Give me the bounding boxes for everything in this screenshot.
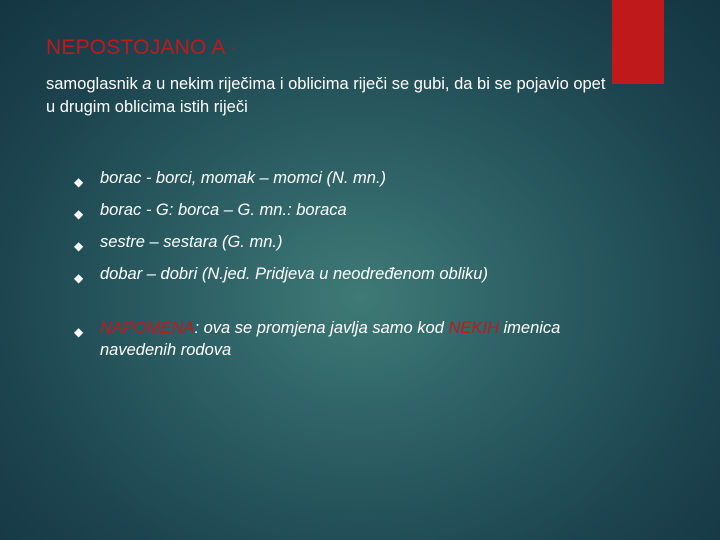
- title-text: NEPOSTOJANO A: [46, 36, 226, 59]
- subtitle: [46, 73, 606, 119]
- bullet-item: [72, 263, 632, 285]
- note-item: [72, 317, 632, 361]
- slide-title: [46, 36, 235, 60]
- bullet-text: dobar – dobri (N.jed. Pridjeva u neodređenom obliku): [100, 265, 488, 283]
- bullet-item: [72, 167, 632, 189]
- note-text-1: : ova se promjena javlja samo kod: [194, 319, 449, 337]
- accent-bar: [612, 0, 664, 84]
- bullet-text: sestre – sestara (G. mn.): [100, 233, 283, 251]
- bullet-text: borac - G: borca – G. mn.: boraca: [100, 201, 347, 219]
- diamond-bullet-icon: ◆: [74, 207, 84, 221]
- note-label: NAPOMENA: [100, 319, 195, 337]
- bullet-item: [72, 231, 632, 253]
- bullet-list: [72, 164, 632, 361]
- diamond-bullet-icon: ◆: [74, 175, 84, 189]
- subtitle-part-2: u nekim riječima i oblicima riječi se gubi, da bi se pojavio opet u drugim oblicima istih riječi: [46, 75, 606, 116]
- note-text-2: imenica navedenih rodova: [100, 319, 561, 359]
- bullet-item: [72, 199, 632, 221]
- diamond-bullet-icon: ◆: [74, 239, 84, 253]
- diamond-bullet-icon: ◆: [74, 325, 84, 339]
- subtitle-part-1: samoglasnik: [46, 75, 143, 93]
- note-emphasis: NEKIH: [448, 319, 499, 337]
- subtitle-emphasis: a: [142, 75, 152, 93]
- title-suffix: -: [231, 42, 236, 55]
- diamond-bullet-icon: ◆: [74, 271, 84, 285]
- bullet-text: borac - borci, momak – momci (N. mn.): [100, 169, 387, 187]
